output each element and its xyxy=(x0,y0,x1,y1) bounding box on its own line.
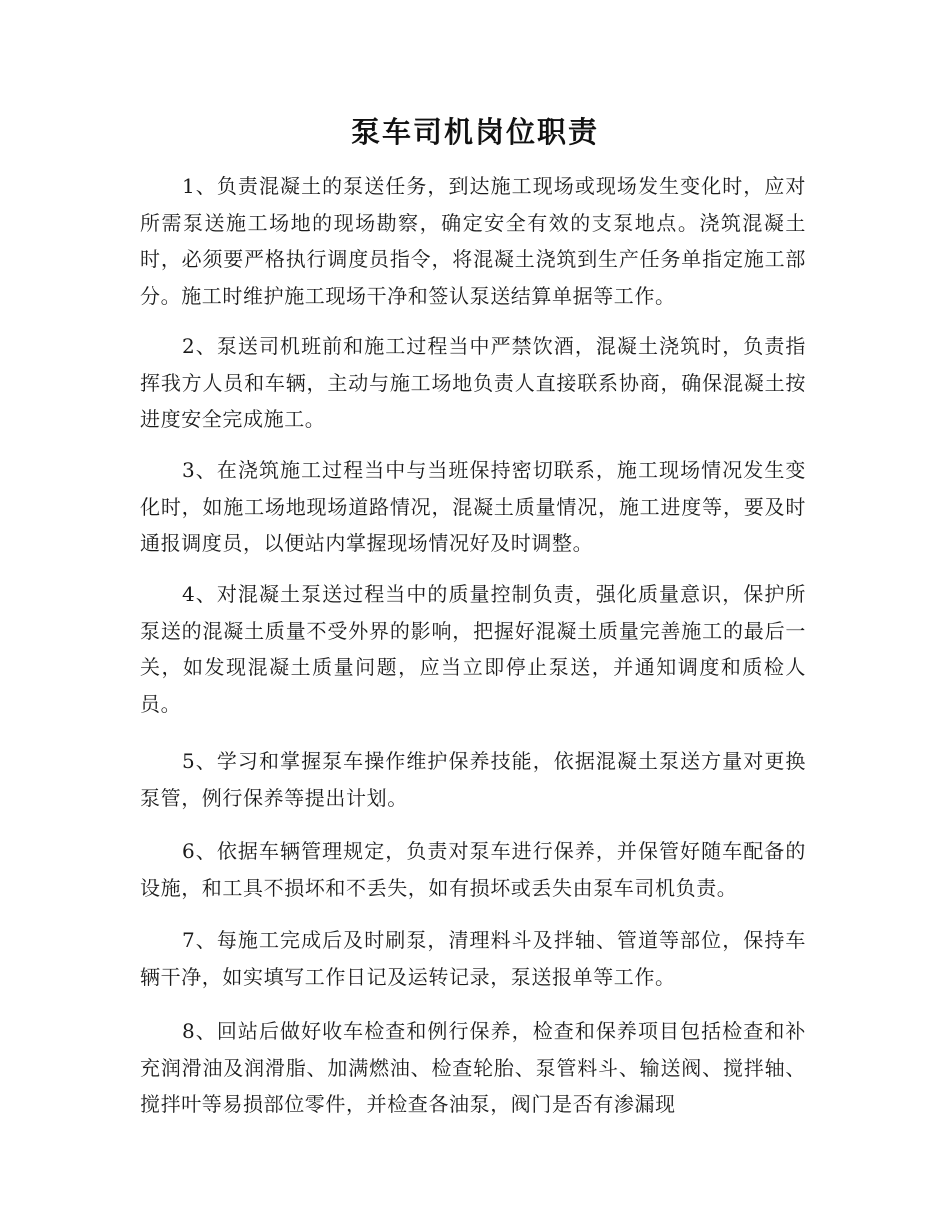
paragraph-1: 1、负责混凝土的泵送任务，到达施工现场或现场发生变化时，应对所需泵送施工场地的现场勘察，确定安全有效的支泵地点。浇筑混凝土时，必须要严格执行调度员指令，将混凝土浇筑到生产任务单指定施工部分。施工时维护施工现场干净和签认泵送结算单据等工作。 xyxy=(140,174,806,308)
paragraph-6: 6、依据车辆管理规定，负责对泵车进行保养，并保管好随车配备的设施，和工具不损坏和不丢失，如有损坏或丢失由泵车司机负责。 xyxy=(140,839,806,900)
page-title: 泵车司机岗位职责 xyxy=(350,115,599,149)
paragraph-5: 5、学习和掌握泵车操作维护保养技能，依据混凝土泵送方量对更换泵管，例行保养等提出计划。 xyxy=(140,749,806,810)
paragraph-2: 2、泵送司机班前和施工过程当中严禁饮酒，混凝土浇筑时，负责指挥我方人员和车辆，主动与施工场地负责人直接联系协商，确保混凝土按进度安全完成施工。 xyxy=(140,334,806,431)
paragraph-8: 8、回站后做好收车检查和例行保养，检查和保养项目包括检查和补充润滑油及润滑脂、加满燃油、检查轮胎、泵管料斗、输送阀、搅拌轴、搅拌叶等易损部位零件，并检查各油泵，阀门是否有渗漏现 xyxy=(140,1019,806,1116)
paragraph-4: 4、对混凝土泵送过程当中的质量控制负责，强化质量意识，保护所泵送的混凝土质量不受外界的影响，把握好混凝土质量完善施工的最后一关，如发现混凝土质量问题，应当立即停止泵送，并通知调度和质检人员。 xyxy=(140,582,806,716)
paragraph-3: 3、在浇筑施工过程当中与当班保持密切联系，施工现场情况发生变化时，如施工场地现场道路情况，混凝土质量情况，施工进度等，要及时通报调度员，以便站内掌握现场情况好及时调整。 xyxy=(140,458,806,555)
paragraph-7: 7、每施工完成后及时刷泵，清理料斗及拌轴、管道等部位，保持车辆干净，如实填写工作日记及运转记录，泵送报单等工作。 xyxy=(140,928,806,989)
